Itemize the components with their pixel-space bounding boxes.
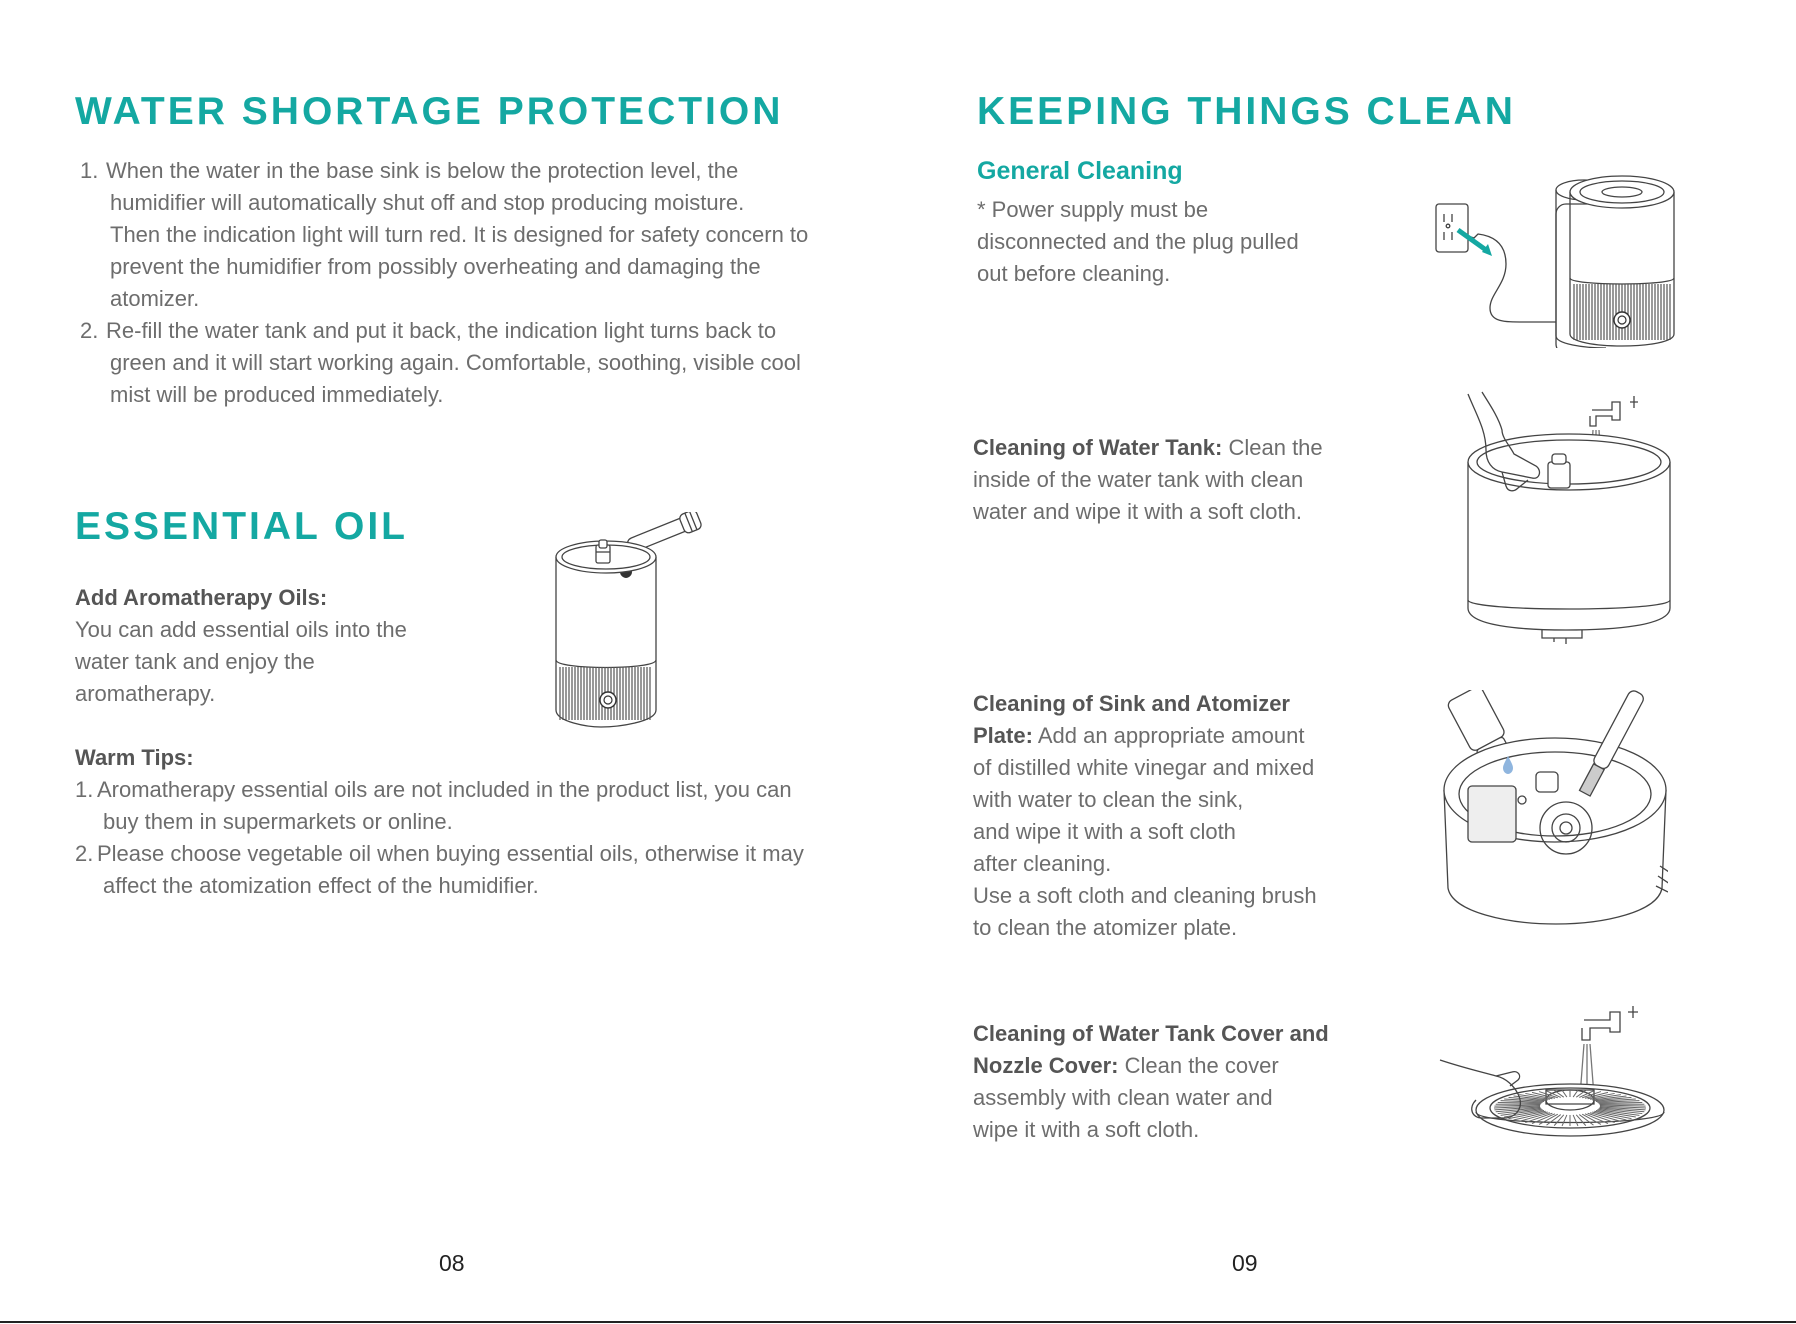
item-line: buy them in supermarkets or online. — [103, 809, 453, 834]
humidifier-dropper-illustration — [548, 512, 718, 730]
sink-line: and wipe it with a soft cloth — [973, 819, 1236, 844]
item-number: 1. — [80, 158, 99, 183]
warm-tips-heading: Warm Tips: — [75, 745, 194, 770]
sink-rest: Add an appropriate amount — [1032, 723, 1305, 748]
aromatherapy-line: You can add essential oils into the — [75, 617, 407, 642]
essential-oil-title: ESSENTIAL OIL — [75, 505, 408, 548]
water-tank-line — [973, 432, 1323, 464]
item-line: Aromatherapy essential oils are not included in the product list, you can — [97, 777, 792, 802]
sink-bold: Plate: — [973, 723, 1033, 748]
cover-bold: Nozzle Cover: — [973, 1053, 1119, 1078]
item-line: humidifier will automatically shut off and stop producing moisture. — [110, 190, 745, 215]
sink-cleaning-illustration — [1438, 690, 1668, 926]
water-tank-rest: Clean the — [1222, 435, 1323, 460]
water-shortage-title: WATER SHORTAGE PROTECTION — [75, 90, 784, 133]
cover-line: wipe it with a soft cloth. — [973, 1117, 1200, 1142]
cover-line: assembly with clean water and — [973, 1085, 1273, 1110]
keeping-clean-title: KEEPING THINGS CLEAN — [977, 90, 1516, 133]
item-line: green and it will start working again. Comfortable, soothing, visible cool — [110, 350, 801, 375]
water-tank-line: water and wipe it with a soft cloth. — [973, 499, 1302, 524]
cover-rest: Clean the cover — [1118, 1053, 1279, 1078]
item-line: Please choose vegetable oil when buying essential oils, otherwise it may — [97, 841, 804, 866]
warm-tips-list — [75, 774, 804, 902]
page-number: 08 — [439, 1250, 465, 1276]
list-item — [75, 774, 804, 838]
sink-line: with water to clean the sink, — [973, 787, 1244, 812]
sink-line: after cleaning. — [973, 851, 1112, 876]
sink-line: to clean the atomizer plate. — [973, 915, 1238, 940]
sink-line — [973, 720, 1304, 752]
water-tank-line: inside of the water tank with clean — [973, 467, 1304, 492]
item-line: Re-fill the water tank and put it back, the indication light turns back to — [106, 318, 777, 343]
item-line: prevent the humidifier from possibly overheating and damaging the — [110, 254, 761, 279]
page-number: 09 — [1232, 1250, 1258, 1276]
item-number: 2. — [80, 318, 99, 343]
aromatherapy-line: water tank and enjoy the — [75, 649, 315, 674]
item-line: Then the indication light will turn red. It is designed for safety concern to — [110, 222, 809, 247]
water-tank-cleaning-illustration — [1462, 390, 1674, 646]
item-line: mist will be produced immediately. — [110, 382, 444, 407]
item-number: 1. — [75, 777, 94, 802]
general-cleaning-line: disconnected and the plug pulled — [977, 229, 1299, 254]
general-cleaning-heading: General Cleaning — [977, 157, 1183, 185]
list-item — [80, 155, 808, 315]
list-item — [75, 838, 804, 902]
aromatherapy-subheading: Add Aromatherapy Oils: — [75, 585, 328, 610]
item-line: affect the atomization effect of the humidifier. — [103, 873, 539, 898]
general-cleaning-line: out before cleaning. — [977, 261, 1171, 286]
sink-line: Use a soft cloth and cleaning brush — [973, 883, 1317, 908]
item-number: 2. — [75, 841, 94, 866]
cover-heading: Cleaning of Water Tank Cover and — [973, 1021, 1329, 1046]
cover-line — [973, 1050, 1279, 1082]
item-line: When the water in the base sink is below the protection level, the — [106, 158, 739, 183]
cover-cleaning-illustration — [1434, 1000, 1674, 1140]
right-page — [898, 0, 1796, 1324]
bottom-rule — [0, 1321, 1796, 1323]
list-item — [80, 315, 808, 411]
water-tank-bold: Cleaning of Water Tank: — [973, 435, 1223, 460]
aromatherapy-line: aromatherapy. — [75, 681, 216, 706]
general-cleaning-line: * Power supply must be — [977, 197, 1209, 222]
humidifier-illustration — [1566, 174, 1678, 348]
item-line: atomizer. — [110, 286, 200, 311]
water-shortage-list — [80, 155, 808, 411]
sink-heading: Cleaning of Sink and Atomizer — [973, 691, 1290, 716]
sink-line: of distilled white vinegar and mixed — [973, 755, 1315, 780]
